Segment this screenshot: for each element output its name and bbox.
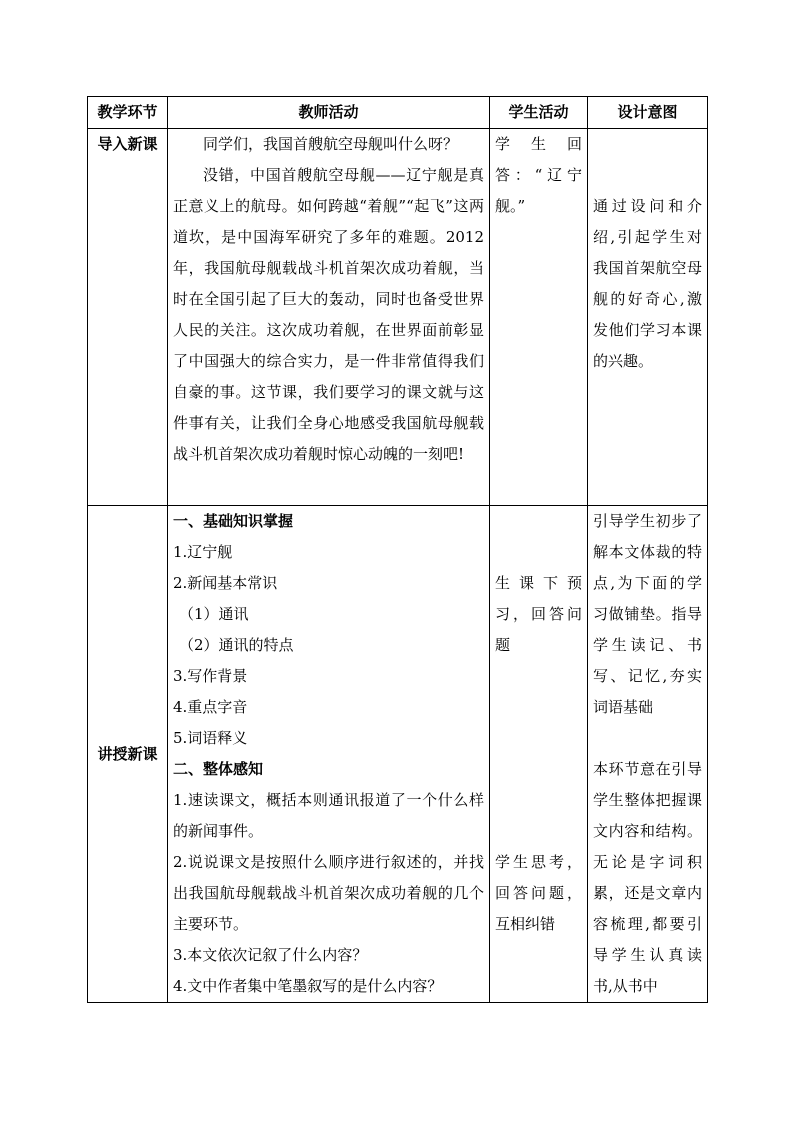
list-item: 4.重点字音 [173,698,248,716]
header-stage: 教学环节 [88,97,168,129]
intent-intro-text: 通过设问和介绍,引起学生对我国首架航空母舰的好奇心,激发他们学习本课的兴趣。 [593,197,702,370]
list-item: 2.新闻基本常识 [173,574,278,592]
teacher-activity-new-lesson [168,506,490,1003]
list-item: 3.写作背景 [173,667,248,685]
student-think-answer: 学生思考，回答问题，互相纠错 [495,853,582,933]
table-header-row [88,97,708,129]
stage-cell-new-lesson: 讲授新课 [88,506,168,1003]
lesson-plan-table [87,96,708,1003]
list-item: 4.文中作者集中笔墨叙写的是什么内容？ [173,977,443,995]
student-preview-answer: 生课下预习，回答问题 [495,574,582,654]
header-teacher-activity: 教师活动 [168,97,490,129]
intent-basic-knowledge: 引导学生初步了解本文体裁的特点,为下面的学习做铺垫。指导学生读记、书写、记忆,夯实词语基础 [593,512,702,716]
teacher-intro-question: 同学们，我国首艘航空母舰叫什么呀？ [203,135,459,153]
design-intent-introduction [588,129,708,506]
list-item: 5.词语释义 [173,729,248,747]
list-item: （1）通讯 [179,605,249,623]
stage-cell-introduction: 导入新课 [88,129,168,506]
student-intro-answer: 学生回答：“辽宁舰。” [495,135,582,215]
section-overall-perception-title: 二、整体感知 [173,760,264,778]
list-item: 1.速读课文，概括本则通讯报道了一个什么样的新闻事件。 [173,791,484,840]
header-student-activity: 学生活动 [490,97,588,129]
header-design-intent: 设计意图 [588,97,708,129]
intent-overall-perception: 本环节意在引导学生整体把握课文内容和结构。无论是字词积累，还是文章内容梳理,都要引导学生认真读书,从书中 [593,760,702,995]
table-row-new-lesson [88,506,708,1003]
student-activity-new-lesson [490,506,588,1003]
teacher-intro-narrative: 没错，中国首艘航空母舰——辽宁舰是真正意义上的航母。如何跨越“着舰”“起飞”这两道坎，是中国海军研究了多年的难题。2012年，我国航母舰载战斗机首架次成功着舰，当时在全国引起了巨大的轰动，同时也备受世界人民的关注。这次成功着舰，在世界面前彰显了中国强大的综合实力，是一件非常值得我们自豪的事。这节课，我们要学习的课文就与这件事有关，让我们全身心地感受我国航母舰载战斗机首架次成功着舰时惊心动魄的一刻吧! [173,166,484,463]
student-activity-introduction [490,129,588,506]
table-row-introduction [88,129,708,506]
list-item: 1.辽宁舰 [173,543,233,561]
list-item: 3.本文依次记叙了什么内容？ [173,946,368,964]
section-basic-knowledge-title: 一、基础知识掌握 [173,512,294,530]
list-item: （2）通讯的特点 [179,636,294,654]
teacher-activity-introduction [168,129,490,506]
design-intent-new-lesson [588,506,708,1003]
list-item: 2.说说课文是按照什么顺序进行叙述的，并找出我国航母舰载战斗机首架次成功着舰的几个主要环节。 [173,853,484,933]
lesson-plan-page [87,96,707,1003]
